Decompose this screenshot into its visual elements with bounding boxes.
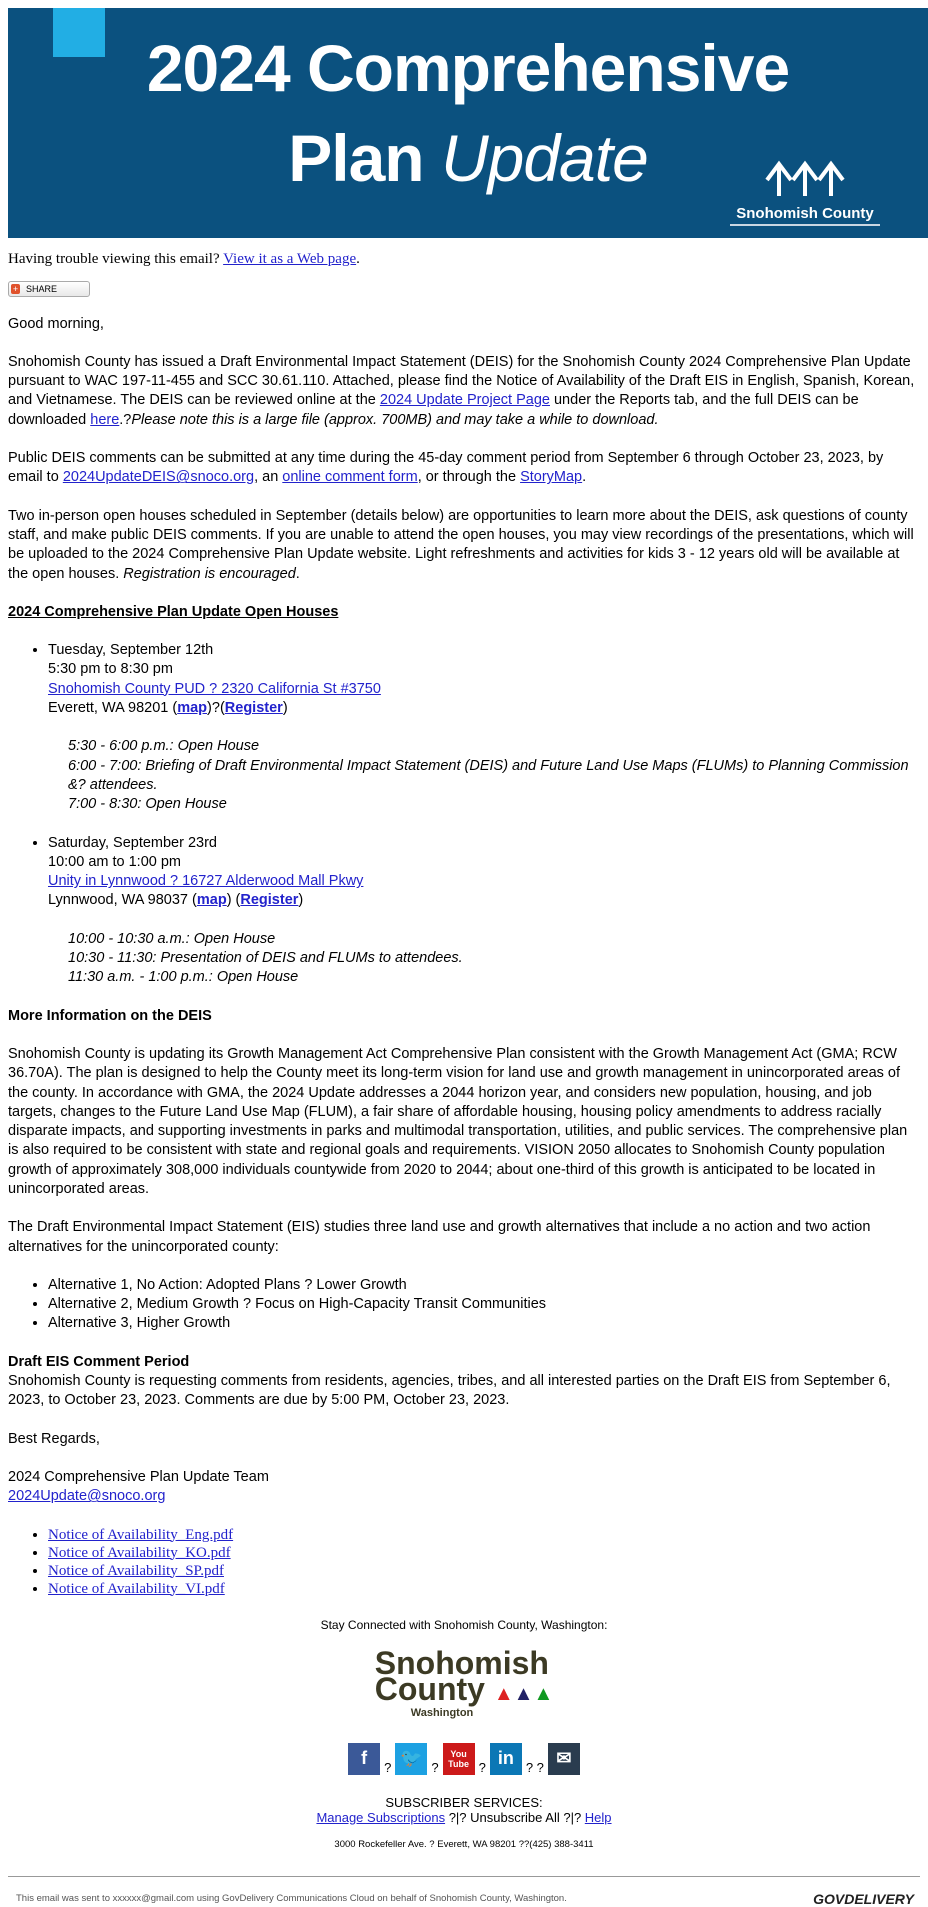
stay-connected: Stay Connected with Snohomish County, Washington: [320,1617,608,1632]
open-houses-heading: 2024 Comprehensive Plan Update Open Houses [8,603,339,620]
event-item: • Tuesday, September 12th 5:30 pm to 8:30 pm Snohomish County PUD ? 2320 California St #3750 Everett, WA 98201 (map)?(Register) 5:30 - 6:00 p.m.: Open House 6:00 - 7:00: Briefing of Draft Environmental Impact Statement (DEIS) and Future Land Use Maps (FLUMs) to Planning Commission &? attendees. 7:00 - 8:30: Open House [48,641,920,814]
list-item: • Alternative 2, Medium Growth ? Focus on High-Capacity Transit Communities [48,1295,920,1314]
venue-link[interactable]: Snohomish County PUD ? 2320 California St #3750 [48,680,381,697]
signature: 2024 Comprehensive Plan Update Team 2024Update@snoco.org [8,1468,269,1505]
map-link[interactable]: map [177,700,208,717]
plus-icon: + [12,284,19,295]
sent-notice: This email was sent to xxxxxx@gmail.com using GovDelivery Communications Cloud on behalf of Snohomish County, Washington. [16,1893,567,1905]
attachments-list [8,1526,920,1598]
banner-title-line2: Plan Update [288,121,648,195]
open-house-list [8,641,920,987]
view-web-line: Having trouble viewing this email? View it as a Web page. [8,251,360,267]
trees-icon [765,158,845,198]
youtube-icon[interactable]: You Tube [443,1743,475,1775]
banner-title-line1: 2024 Comprehensive [146,31,790,105]
regards: Best Regards, [8,1430,100,1447]
venue-link[interactable]: Unity in Lynnwood ? 16727 Alderwood Mall Pkwy [48,873,364,890]
comment-period-heading: Draft EIS Comment Period [8,1353,190,1370]
greeting: Good morning, [8,315,104,332]
register-link[interactable]: Register [224,700,283,717]
manage-subscriptions-link[interactable]: Manage Subscriptions [316,1809,446,1825]
project-page-link[interactable]: 2024 Update Project Page [379,392,550,409]
twitter-icon[interactable]: 🐦 [395,1743,427,1775]
attachment-link[interactable]: Notice of Availability_Eng.pdf [48,1526,234,1543]
team-email-link[interactable]: 2024Update@snoco.org [8,1488,166,1505]
share-button[interactable]: + SHARE [8,281,90,297]
attachment-link[interactable]: Notice of Availability_VI.pdf [48,1580,225,1597]
register-link[interactable]: Register [240,892,299,909]
attachment-link[interactable]: Notice of Availability_KO.pdf [48,1544,231,1561]
linkedin-icon[interactable]: in [490,1743,522,1775]
event-schedule: 5:30 - 6:00 p.m.: Open House 6:00 - 7:00: Briefing of Draft Environmental Impact Statement (DEIS) and Future Land Use Maps (FLUMs) to Planning Commission &? attendees. 7:00 - 8:30: Open House [68,738,909,813]
map-link[interactable]: map [196,892,227,909]
alternatives-intro: The Draft Environmental Impact Statement (EIS) studies three land use and growth alternatives that include a no action and two action alternatives for the unincorporated county: [8,1219,871,1255]
social-links: f ? 🐦 ? You Tube ? in ? ? ✉ [0,1743,928,1775]
open-house-paragraph: Two in-person open houses scheduled in September (details below) are opportunities to learn more about the DEIS, ask questions of county staff, and make public DEIS comments. If you are unable to attend the open houses, you may view recordings of the presentations, which will be uploaded to the 2024 Comprehensive Plan Update website. Light refreshments and activities for kids 3 - 12 years old will be available at the open houses. Registration is encouraged. [8,507,914,582]
subscriber-links [0,1810,928,1825]
header-banner [8,8,928,238]
list-item: • Alternative 3, Higher Growth [48,1314,920,1333]
unsubscribe-all[interactable]: ?|? Unsubscribe All ?|? [445,1809,585,1825]
more-info-paragraph: Snohomish County is updating its Growth Management Act Comprehensive Plan consistent with the Growth Management Act (GMA; RCW 36.70A). The plan is designed to help the County meet its long-term vision for land use and growth management in unincorporated areas of the county. In accordance with GMA, the 2024 Update addresses a 2044 horizon year, and considers new population, housing, and job targets, changes to the Future Land Use Map (FLUM), a fair share of affordable housing, housing policy amendments to address racially disparate impacts, and supporting investments in parks and multimodal transportation, utilities, and public services. The comprehensive plan is also required to be consistent with state and regional goals and requirements. VISION 2050 allocates to Snohomish County population growth of approximately 308,000 individuals countywide from 2020 to 2044; about one-third of this growth is anticipated to be located in unincorporated areas. [8,1045,908,1197]
more-info-heading: More Information on the DEIS [8,1007,212,1024]
deis-email-link[interactable]: 2024UpdateDEIS@snoco.org [62,469,255,486]
email-icon[interactable]: ✉ [548,1743,580,1775]
view-web-link[interactable]: View it as a Web page [223,251,357,267]
help-link[interactable]: Help [584,1809,612,1825]
download-link[interactable]: here [90,411,120,428]
attachment-link[interactable]: Notice of Availability_SP.pdf [48,1562,224,1579]
address: 3000 Rockefeller Ave. ? Everett, WA 98201 ??(425) 388-3411 [334,1838,594,1850]
comment-period-text: Snohomish County is requesting comments from residents, agencies, tribes, and all interested parties on the Draft EIS from September 6, 2023, to October 23, 2023. Comments are due by 5:00 PM, October 23, 2023. [8,1373,891,1409]
intro-paragraph: Snohomish County has issued a Draft Environmental Impact Statement (DEIS) for the Snohomish County 2024 Comprehensive Plan Update pursuant to WAC 197-11-455 and SCC 30.61.110. Attached, please find the Notice of Availability of the Draft EIS in English, Spanish, Korean, and Vietnamese. The DEIS can be reviewed online at the 2024 Update Project Page under the Reports tab, and the full DEIS can be downloaded here.?Please note this is a large file (approx. 700MB) and may take a while to download. [8,353,915,428]
facebook-icon[interactable]: f [348,1743,380,1775]
subscriber-services: SUBSCRIBER SERVICES: [385,1794,543,1810]
govdelivery-logo[interactable]: GOVDELIVERY [813,1890,914,1907]
footer [0,1618,928,1850]
snohomish-county-logo: Snohomish County ▲▲▲ Washington [374,1644,554,1719]
storymap-link[interactable]: StoryMap [520,469,583,486]
comments-paragraph: Public DEIS comments can be submitted at any time during the 45-day comment period from September 6 through October 23, 2023, by email to 2024UpdateDEIS@snoco.org, an online comment form, or through the StoryMap. [8,450,884,486]
list-item: • Alternative 1, No Action: Adopted Plans ? Lower Growth [48,1276,920,1295]
event-schedule: 10:00 - 10:30 a.m.: Open House 10:30 - 11:30: Presentation of DEIS and FLUMs to attendees. 11:30 a.m. - 1:00 p.m.: Open House [68,930,463,986]
event-item: • Saturday, September 23rd 10:00 am to 1:00 pm Unity in Lynnwood ? 16727 Alderwood Mall Pkwy Lynnwood, WA 98037 (map) (Register) 10:00 - 10:30 a.m.: Open House 10:30 - 11:30: Presentation of DEIS and FLUMs to attendees. 11:30 a.m. - 1:00 p.m.: Open House [48,834,920,988]
comment-form-link[interactable]: online comment form [282,469,418,486]
alternatives-list [8,1276,920,1334]
county-logo: Snohomish County [730,158,880,226]
